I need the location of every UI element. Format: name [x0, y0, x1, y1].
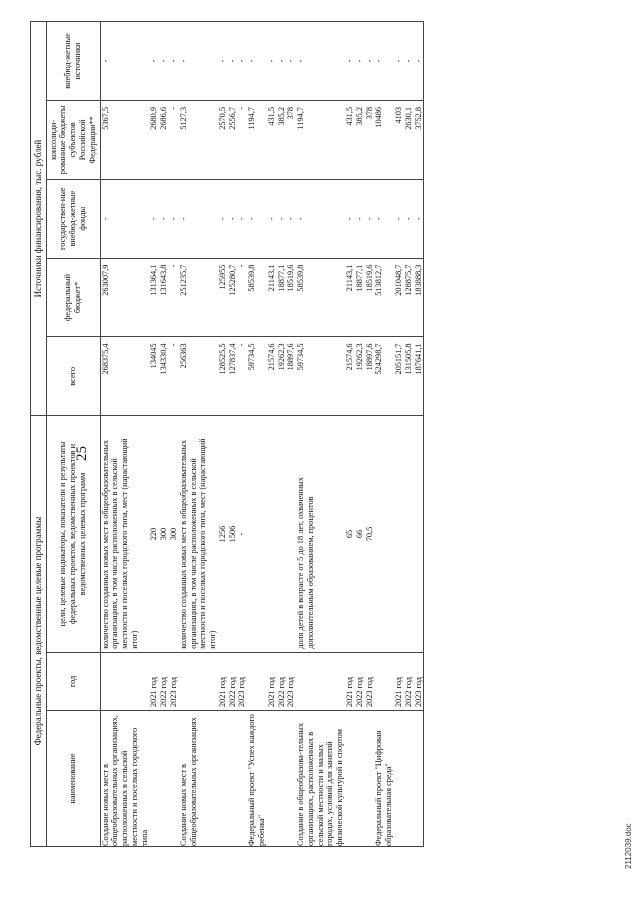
table-row	[374, 22, 394, 847]
row-federal-cell: 251235,7	[179, 258, 218, 337]
goal-value: 65	[345, 529, 355, 539]
row-federal-cell: 263007,9	[100, 258, 149, 337]
row-regional-cell: 385,2	[277, 100, 287, 179]
row-goal-cell	[228, 416, 238, 653]
row-funds-cell: -	[179, 179, 218, 258]
row-goal-cell	[169, 416, 179, 653]
col-federal-header: федеральный бюджет*	[46, 258, 100, 337]
row-federal-cell: -	[169, 258, 179, 337]
goal-value: 66	[354, 529, 364, 539]
table-row	[296, 22, 345, 847]
row-year-cell: 2023 год	[169, 652, 179, 710]
row-regional-cell: 2686,6	[159, 100, 169, 179]
goal-text: количество созданных новых мест в общеобразовательных организациях, в том числе расположенных в сельской местности и поселках городского типа, мест (нарастающий итог)	[100, 438, 139, 649]
row-total-cell: 21574,6	[267, 337, 277, 416]
row-funds-cell: -	[247, 179, 267, 258]
row-goal-cell	[247, 416, 267, 653]
row-total-cell: 59734,5	[247, 337, 267, 416]
row-total-cell: 134330,4	[159, 337, 169, 416]
row-year-cell	[296, 652, 345, 710]
table-row	[169, 22, 179, 847]
row-funds-cell: -	[394, 179, 404, 258]
row-funds-cell: -	[286, 179, 296, 258]
row-year-cell: 2022 год	[159, 652, 169, 710]
row-extra-cell: -	[286, 22, 296, 101]
row-federal-cell: 58539,8	[296, 258, 345, 337]
row-total-cell: 19262,3	[355, 337, 365, 416]
row-total-cell: 131505,8	[404, 337, 414, 416]
row-goal-cell	[149, 416, 159, 653]
row-year-cell: 2022 год	[355, 652, 365, 710]
row-regional-cell: 5127,3	[179, 100, 218, 179]
row-federal-cell: -	[237, 258, 247, 337]
table-row	[286, 22, 296, 847]
row-total-cell: -	[237, 337, 247, 416]
page-number: 25	[74, 446, 90, 461]
row-name-cell	[414, 711, 424, 847]
row-federal-cell: 125280,7	[228, 258, 238, 337]
row-federal-cell: 201048,7	[394, 258, 404, 337]
row-total-cell: 134045	[149, 337, 159, 416]
row-regional-cell: -	[169, 100, 179, 179]
row-funds-cell: -	[169, 179, 179, 258]
row-goal-cell	[394, 416, 404, 653]
row-goal-cell	[345, 416, 355, 653]
row-extra-cell: -	[169, 22, 179, 101]
document-id: 2112039.doc	[624, 823, 633, 869]
row-funds-cell: -	[345, 179, 355, 258]
row-goal-cell	[100, 416, 149, 653]
row-total-cell: 268375,4	[100, 337, 149, 416]
row-extra-cell: -	[237, 22, 247, 101]
row-year-cell: 2022 год	[404, 652, 414, 710]
row-regional-cell: 4103	[394, 100, 404, 179]
row-name-cell: Федеральный проект "Успех каждого ребенка"	[247, 711, 267, 847]
row-funds-cell: -	[296, 179, 345, 258]
row-extra-cell: -	[404, 22, 414, 101]
row-year-cell: 2021 год	[218, 652, 228, 710]
row-name-cell	[345, 711, 355, 847]
row-federal-cell: 21143,1	[345, 258, 355, 337]
financing-header: Источники финансирования, тыс. рублей	[31, 22, 47, 416]
row-total-cell: 127837,4	[228, 337, 238, 416]
row-goal-cell	[414, 416, 424, 653]
row-extra-cell: -	[296, 22, 345, 101]
row-total-cell: 18897,6	[365, 337, 375, 416]
row-regional-cell: 431,5	[345, 100, 355, 179]
row-total-cell: 128525,5	[218, 337, 228, 416]
row-federal-cell: 131364,1	[149, 258, 159, 337]
row-name-cell: Создание в общеобразова-тельных организациях, расположенных в сельской местности и малых городах, условий для занятий физической культурой и спортом	[296, 711, 345, 847]
row-extra-cell: -	[100, 22, 149, 101]
col-year-header: год	[46, 652, 100, 710]
row-funds-cell: -	[159, 179, 169, 258]
row-federal-cell: 21143,1	[267, 258, 277, 337]
row-total-cell: 19262,3	[277, 337, 287, 416]
row-federal-cell: 18877,1	[277, 258, 287, 337]
row-regional-cell: 5367,5	[100, 100, 149, 179]
row-federal-cell: 58539,8	[247, 258, 267, 337]
row-regional-cell: 2570,5	[218, 100, 228, 179]
row-regional-cell: 378	[365, 100, 375, 179]
row-extra-cell: -	[267, 22, 277, 101]
col-goals-header: цели, целевые индикаторы, показатели и результаты федеральных проектов, ведомственных проектов и ведомственных целевых программ	[46, 416, 100, 653]
col-total-header: всего	[46, 337, 100, 416]
table-row	[394, 22, 404, 847]
row-funds-cell: -	[267, 179, 277, 258]
row-total-cell: 187641,1	[414, 337, 424, 416]
row-funds-cell: -	[414, 179, 424, 258]
financing-table	[30, 21, 424, 847]
row-name-cell	[149, 711, 159, 847]
table-row	[149, 22, 159, 847]
row-extra-cell: -	[218, 22, 228, 101]
row-goal-cell	[218, 416, 228, 653]
row-goal-cell	[286, 416, 296, 653]
row-federal-cell: 128875,7	[404, 258, 414, 337]
row-funds-cell: -	[365, 179, 375, 258]
col-name-header: наименование	[46, 711, 100, 847]
row-funds-cell: -	[374, 179, 394, 258]
row-year-cell: 2023 год	[286, 652, 296, 710]
table-row	[179, 22, 218, 847]
row-federal-cell: 18519,6	[365, 258, 375, 337]
row-year-cell: 2023 год	[414, 652, 424, 710]
goal-value: 1256	[217, 525, 227, 543]
row-name-cell	[365, 711, 375, 847]
row-year-cell: 2023 год	[365, 652, 375, 710]
table-row	[345, 22, 355, 847]
row-regional-cell: 431,5	[267, 100, 277, 179]
row-total-cell: 205151,7	[394, 337, 404, 416]
col-extra-header: внебюд-жетные источники	[46, 22, 100, 101]
row-funds-cell: -	[100, 179, 149, 258]
row-funds-cell: -	[228, 179, 238, 258]
row-year-cell: 2021 год	[267, 652, 277, 710]
row-total-cell: 18897,6	[286, 337, 296, 416]
row-goal-cell	[237, 416, 247, 653]
programs-header: Федеральные проекты, ведомственные целевые программы	[31, 416, 47, 847]
row-goal-cell	[277, 416, 287, 653]
row-federal-cell: 513812,7	[374, 258, 394, 337]
row-extra-cell: -	[149, 22, 159, 101]
row-total-cell: 21574,6	[345, 337, 355, 416]
goal-value: -	[237, 532, 247, 536]
table-row	[228, 22, 238, 847]
row-extra-cell: -	[394, 22, 404, 101]
row-funds-cell: -	[277, 179, 287, 258]
row-name-cell	[394, 711, 404, 847]
goal-text: количество созданных новых мест в общеобразовательных организациях, в том числе расположенных в сельской местности и поселках городского типа, мест (нарастающий итог)	[178, 438, 218, 649]
row-extra-cell: -	[365, 22, 375, 101]
row-year-cell: 2021 год	[394, 652, 404, 710]
row-name-cell	[237, 711, 247, 847]
goal-value: 300	[159, 527, 169, 541]
row-extra-cell: -	[228, 22, 238, 101]
row-name-cell	[286, 711, 296, 847]
row-year-cell	[179, 652, 218, 710]
row-name-cell	[277, 711, 287, 847]
col-state-funds-header: государствен-ные внебюд-жетные фонды	[46, 179, 100, 258]
row-federal-cell: 131643,8	[159, 258, 169, 337]
row-name-cell	[267, 711, 277, 847]
row-funds-cell: -	[149, 179, 159, 258]
row-federal-cell: 18519,6	[286, 258, 296, 337]
row-name-cell	[159, 711, 169, 847]
row-goal-cell	[355, 416, 365, 653]
row-extra-cell: -	[277, 22, 287, 101]
table-row	[159, 22, 169, 847]
row-name-cell	[228, 711, 238, 847]
table-row	[277, 22, 287, 847]
row-regional-cell: -	[237, 100, 247, 179]
row-funds-cell: -	[237, 179, 247, 258]
row-year-cell	[100, 652, 149, 710]
goal-value: 70,5	[364, 526, 374, 542]
row-year-cell: 2021 год	[345, 652, 355, 710]
col-regional-header: консолиди-рованные бюджеты субъектов Российской Федерации**	[46, 100, 100, 179]
table-row	[237, 22, 247, 847]
row-name-cell	[355, 711, 365, 847]
row-regional-cell: 2680,9	[149, 100, 159, 179]
table-row	[100, 22, 149, 847]
row-regional-cell: 10486	[374, 100, 394, 179]
row-regional-cell: 385,2	[355, 100, 365, 179]
row-name-cell: Создание новых мест в общеобразовательных организациях	[179, 711, 218, 847]
row-goal-cell	[365, 416, 375, 653]
table-body	[100, 22, 424, 847]
row-regional-cell: 2630,1	[404, 100, 414, 179]
row-goal-cell	[267, 416, 277, 653]
goal-text: доля детей в возрасте от 5 до 18 лет, охваченных дополнительным образованием, процентов	[296, 477, 315, 649]
goal-value: 1506	[227, 525, 237, 543]
row-goal-cell	[296, 416, 345, 653]
table-row	[414, 22, 424, 847]
row-name-cell	[169, 711, 179, 847]
row-extra-cell: -	[414, 22, 424, 101]
row-regional-cell: 1194,7	[247, 100, 267, 179]
row-year-cell	[247, 652, 267, 710]
row-year-cell: 2022 год	[277, 652, 287, 710]
row-extra-cell: -	[179, 22, 218, 101]
goal-value: 300	[168, 527, 178, 541]
row-regional-cell: 1194,7	[296, 100, 345, 179]
table-row	[247, 22, 267, 847]
row-funds-cell: -	[404, 179, 414, 258]
row-name-cell: Федеральный проект "Цифровая образовательная среда"	[374, 711, 394, 847]
row-federal-cell: 18877,1	[355, 258, 365, 337]
row-extra-cell: -	[247, 22, 267, 101]
table-row	[404, 22, 414, 847]
table-row	[218, 22, 228, 847]
row-year-cell	[374, 652, 394, 710]
row-regional-cell: 378	[286, 100, 296, 179]
row-goal-cell	[179, 416, 218, 653]
table-row	[365, 22, 375, 847]
row-funds-cell: -	[218, 179, 228, 258]
row-total-cell: -	[169, 337, 179, 416]
row-federal-cell: 125955	[218, 258, 228, 337]
row-goal-cell	[159, 416, 169, 653]
row-extra-cell: -	[345, 22, 355, 101]
table-row	[267, 22, 277, 847]
row-year-cell: 2023 год	[237, 652, 247, 710]
row-name-cell	[218, 711, 228, 847]
row-extra-cell: -	[355, 22, 365, 101]
table-row	[355, 22, 365, 847]
row-regional-cell: 2556,7	[228, 100, 238, 179]
row-total-cell: 59734,5	[296, 337, 345, 416]
row-name-cell: Создание новых мест в общеобразовательных организациях, расположенных в сельской местности и поселках городского типа	[100, 711, 149, 847]
row-federal-cell: 183888,3	[414, 258, 424, 337]
row-year-cell: 2021 год	[149, 652, 159, 710]
row-year-cell: 2022 год	[228, 652, 238, 710]
row-extra-cell: -	[159, 22, 169, 101]
row-goal-cell	[374, 416, 394, 653]
row-total-cell: 256363	[179, 337, 218, 416]
row-goal-cell	[404, 416, 414, 653]
row-total-cell: 524298,7	[374, 337, 394, 416]
row-name-cell	[404, 711, 414, 847]
row-funds-cell: -	[355, 179, 365, 258]
row-extra-cell: -	[374, 22, 394, 101]
goal-value: 220	[149, 527, 159, 541]
row-regional-cell: 3752,8	[414, 100, 424, 179]
